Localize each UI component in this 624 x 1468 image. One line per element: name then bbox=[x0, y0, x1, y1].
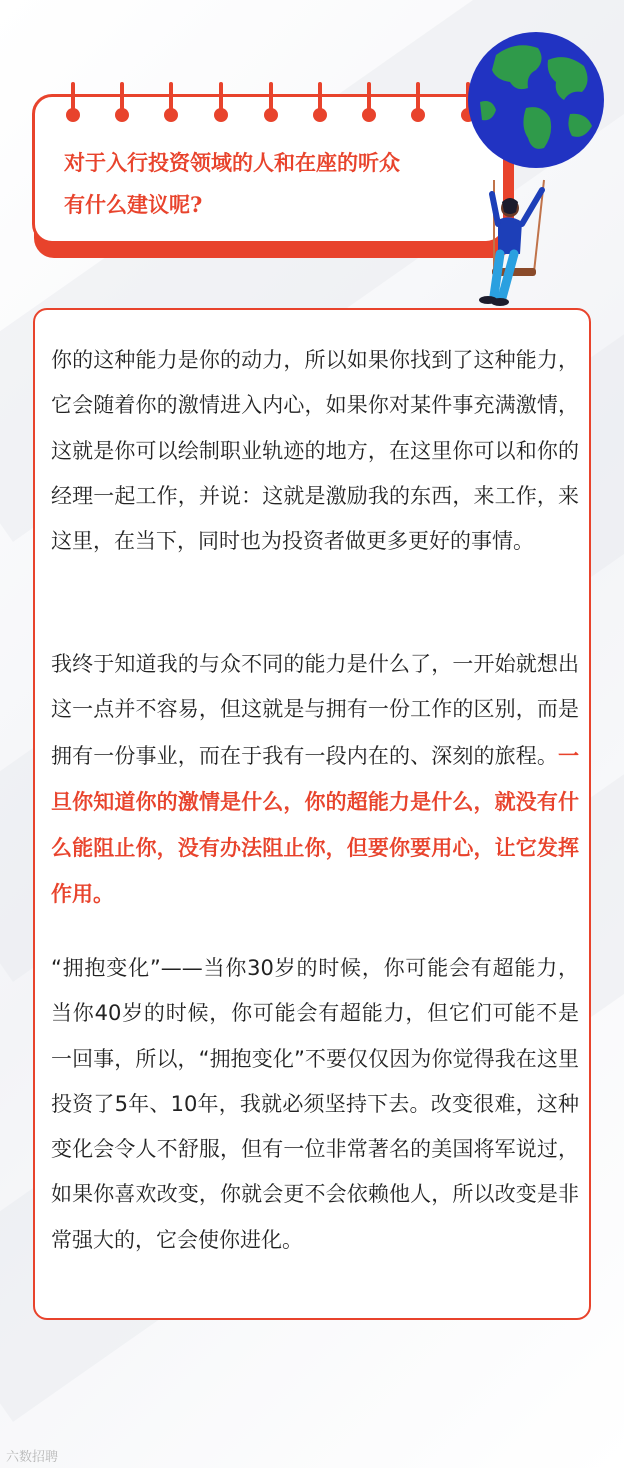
swinging-person-illustration bbox=[458, 172, 558, 312]
paragraph-1-text: 你的这种能力是你的动力，所以如果你找到了这种能力，它会随着你的激情进入内心，如果你对某件事充满激情，这就是你可以绘制职业轨迹的地方，在这里你可以和你的经理一起工作，并说：这就是激励我的东西，来工作，来这里，在当下，同时也为投资者做更多更好的事情。 bbox=[51, 348, 579, 554]
paragraph-1 bbox=[51, 338, 579, 564]
binder-ring bbox=[264, 82, 278, 126]
paragraph-3 bbox=[51, 946, 579, 1263]
paragraph-3-text: “拥抱变化”——当你30岁的时候，你可能会有超能力，当你40岁的时候，你可能会有超能力，但它们可能不是一回事，所以，“拥抱变化”不要仅仅因为你觉得我在这里投资了5年、10年，我就必须坚持下去。改变很难，这种变化会令人不舒服，但有一位非常著名的美国将军说过，如果你喜欢改变，你就会更不会依赖他人，所以改变是非常强大的，它会使你进化。 bbox=[51, 956, 579, 1252]
question-title bbox=[64, 142, 464, 226]
binder-ring bbox=[214, 82, 228, 126]
paragraph-2-text: 我终于知道我的与众不同的能力是什么了，一开始就想出这一点并不容易，但这就是与拥有一份工作的区别，而是拥有一份事业，而在于我有一段内在的、深刻的旅程。 bbox=[51, 652, 579, 768]
question-line-2: 有什么建议呢? bbox=[64, 192, 203, 217]
paragraph-2 bbox=[51, 642, 579, 918]
binder-ring bbox=[411, 82, 425, 126]
binder-ring bbox=[362, 82, 376, 126]
binder-ring bbox=[115, 82, 129, 126]
binder-ring bbox=[313, 82, 327, 126]
globe-illustration bbox=[466, 30, 606, 170]
binder-ring bbox=[164, 82, 178, 126]
binder-ring bbox=[66, 82, 80, 126]
question-line-1: 对于入行投资领域的人和在座的听众 bbox=[64, 150, 400, 175]
watermark: 六数招聘 bbox=[6, 1450, 59, 1465]
paragraph-2-highlight: 一旦你知道你的激情是什么，你的超能力是什么，就没有什么能阻止你，没有办法阻止你，但要你要用心，让它发挥作用。 bbox=[51, 742, 579, 907]
